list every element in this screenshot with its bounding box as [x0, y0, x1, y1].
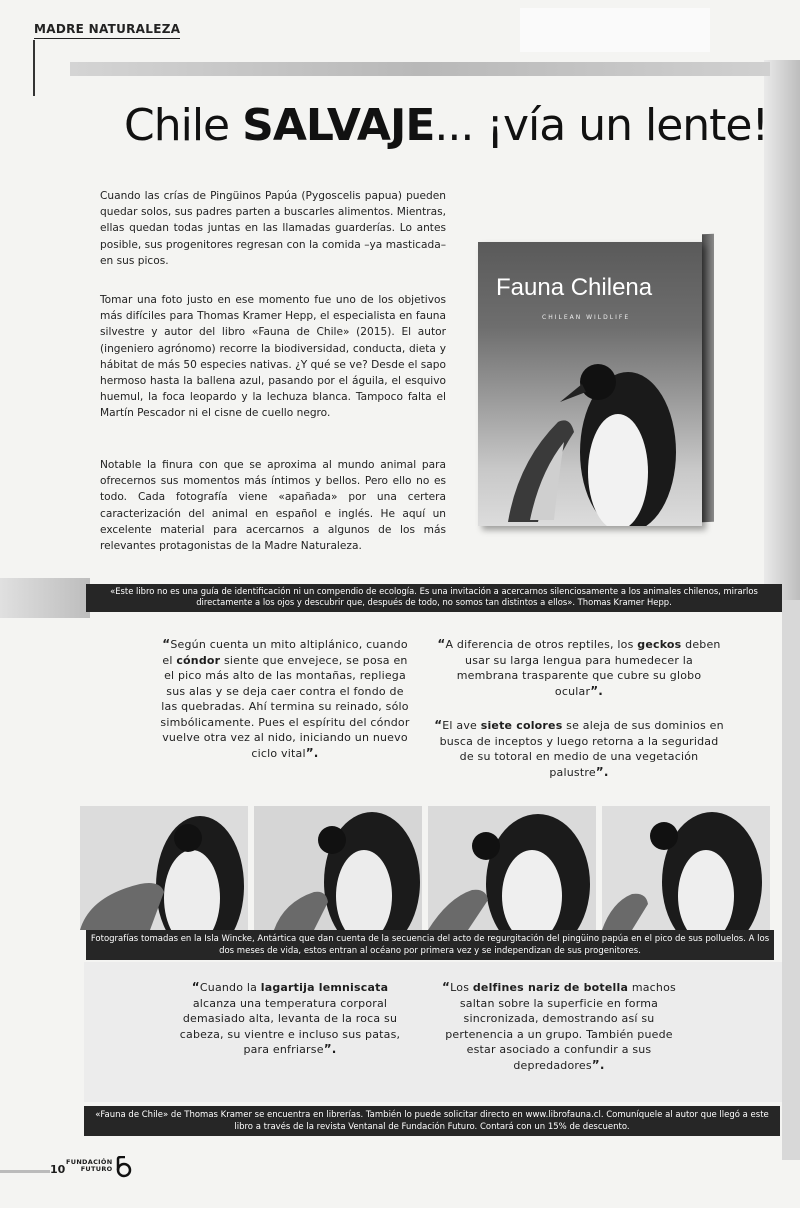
penguin-photo-2: [254, 806, 422, 930]
open-quote-mark: “: [162, 637, 171, 651]
title-part-3: ... ¡vía un lente!: [434, 100, 769, 151]
page-number: 10: [50, 1163, 66, 1176]
article-paragraph-2: Tomar una foto justo en ese momento fue uno de los objetivos más difíciles para Thomas Kramer Hepp, el especialista en fauna silvestre y autor del libro «Fauna de Chile» (2015). El autor (ingeniero agrónomo) recorre la biodiversidad, conducta, dieta y hábitat de más 50 especies nativas. ¿Y qué se ve? Desde el sapo hermoso hasta la ballena azul, pasando por el águila, el esquivo huemul, la foca leopardo y la lechuza blanca. Tampoco falta el Martín Pescador ni el cisne de cuello negro.: [100, 294, 446, 420]
close-quote-mark: ”.: [590, 683, 604, 698]
bleed-through-band-left: [0, 578, 90, 618]
logo-line-1: FUNDACIÓN: [66, 1158, 113, 1166]
book-title: Fauna Chilena: [496, 274, 653, 301]
close-quote-mark: ”.: [595, 764, 609, 779]
fact-text: Según cuenta un mito altiplánico, cuando el: [162, 638, 408, 667]
animal-name: lagartija lemniscata: [260, 981, 389, 994]
bleed-through-band: [70, 62, 770, 76]
fact-siete-colores: [434, 718, 724, 780]
fact-text: Cuando la: [199, 981, 261, 994]
fact-text: El ave: [442, 719, 481, 732]
scan-artifact: [520, 8, 710, 52]
fact-condor: [160, 637, 410, 761]
book-availability-note: «Fauna de Chile» de Thomas Kramer se encuentra en librerías. También lo puede solicitar directo en www.librofauna.cl. Comuníquele al autor que llegó a este libro a través de la revista Ventanal de Fundación Futuro. Contará con un 15% de descuento.: [84, 1106, 780, 1136]
close-quote-mark: ”.: [323, 1042, 337, 1056]
fact-text: machos saltan sobre la superficie en forma sincronizada, demostrando así su pertenencia a un grupo. También puede estar asociado a confundir a sus depredadores: [445, 981, 676, 1072]
fact-geckos: [434, 637, 724, 699]
page-edge-shadow: [764, 60, 800, 600]
penguin-photo-4: [602, 806, 770, 930]
animal-name: delfines nariz de botella: [472, 981, 629, 994]
penguin-illustration: [478, 342, 702, 526]
article-paragraph-1: Cuando las crías de Pingüinos Papúa (Pygoscelis papua) pueden quedar solos, sus padres parten a buscarles alimentos. Mientras, ellas quedan todas juntas en las llamadas guarderías. Lo antes posible, sus progenitores regresan con la comida –ya masticada– en sus picos.: [100, 190, 446, 267]
article-title: [124, 100, 768, 151]
fact-text: se aleja de sus dominios en busca de inceptos y luego retorna a la seguridad de su totoral en medio de una vegetación palustre: [439, 719, 724, 779]
publisher-logo-text: [66, 1159, 112, 1173]
animal-name: siete colores: [480, 719, 563, 732]
footer-rule: [0, 1170, 50, 1173]
fact-text: A diferencia de otros reptiles, los: [445, 638, 638, 651]
book-cover-image: [472, 226, 722, 526]
fact-text: Los: [450, 981, 473, 994]
book-cover: [478, 242, 702, 526]
book-subtitle: CHILEAN WILDLIFE: [542, 314, 631, 321]
article-paragraph-3: Notable la finura con que se aproxima al mundo animal para ofrecernos sus momentos más íntimos y bellos. Pero ello no es todo. Cada fotografía viene «apañada» por una certera caracterización del animal en español e inglés. He aquí un excelente material para acercarnos a algunos de los más relevantes protagonistas de la Madre Naturaleza.: [100, 459, 446, 553]
open-quote-mark: “: [442, 980, 451, 994]
close-quote-mark: ”.: [305, 745, 319, 760]
penguin-photo-1: [80, 806, 248, 930]
open-quote-mark: “: [434, 718, 443, 732]
fact-lagartija: [170, 980, 410, 1058]
title-emphasis: SALVAJE: [242, 100, 435, 151]
close-quote-mark: ”.: [591, 1057, 605, 1072]
section-label: MADRE NATURALEZA: [34, 22, 180, 39]
title-part-1: Chile: [124, 100, 243, 151]
fact-text: siente que envejece, se posa en el pico más alto de las montañas, repliega sus alas y se deja caer contra el fondo de las quebradas. Ahí termina su reinado, sólo simbólicamente. Pues el espíritu del cóndor vuelve otra vez al nido, iniciando un nuevo ciclo vital: [160, 653, 410, 760]
penguin-photo-3: [428, 806, 596, 930]
animal-name: geckos: [637, 638, 682, 651]
penguin-photo-sequence: [80, 806, 772, 930]
fact-text: alcanza una temperatura corporal demasiado alta, levanta de la roca su cabeza, su vientre e incluso sus patas, para enfriarse: [179, 996, 401, 1056]
section-rule: [33, 40, 35, 96]
open-quote-mark: “: [191, 980, 200, 994]
fundacion-futuro-logo-icon: [112, 1156, 134, 1178]
open-quote-mark: “: [437, 637, 446, 651]
fact-text: deben usar su larga lengua para humedecer la membrana trasparente que cubre su globo ocular: [456, 638, 721, 698]
animal-name: cóndor: [176, 653, 221, 667]
photo-caption-bar: Fotografías tomadas en la Isla Wincke, Antártica que dan cuenta de la secuencia del acto de regurgitación del pingüino papúa en el pico de sus polluelos. A los dos meses de vida, estos entran al océano por primera vez y se independizan de sus progenitores.: [86, 930, 774, 960]
fact-delfines: [434, 980, 684, 1073]
page-edge-shadow-lower: [782, 600, 800, 1160]
logo-line-2: FUTURO: [80, 1165, 113, 1173]
book-spine: [702, 234, 714, 522]
author-quote-bar: «Este libro no es una guía de identificación ni un compendio de ecología. Es una invitación a acercarnos silenciosamente a los animales chilenos, mirarlos directamente a los ojos y descubrir que, después de todo, no somos tan distintos a ellos». Thomas Kramer Hepp.: [86, 584, 782, 612]
